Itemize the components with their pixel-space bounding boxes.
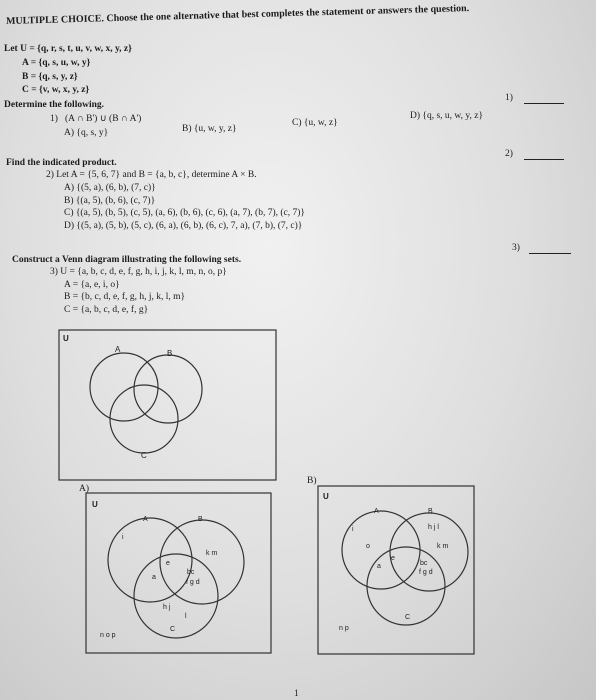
venn-blank-a-label: A — [115, 345, 121, 354]
q1-expression: (A ∩ B') ∪ (B ∩ A') — [65, 114, 142, 124]
venn-b-elem-hjl: h j l — [428, 524, 439, 531]
q2-choice-c[interactable]: C) {(a, 5), (b, 5), (c, 5), (a, 6), (b, 6), (c, 6), (a, 7), (b, 7), (c, 7)} — [64, 208, 305, 218]
venn-a-elem-l: l — [185, 613, 187, 620]
q2-stem: 2) Let A = {5, 6, 7} and B = {a, b, c}, determine A × B. — [46, 170, 257, 180]
q2-intro: Find the indicated product. — [6, 158, 117, 168]
set-b: B = {q, s, y, z} — [22, 72, 78, 82]
q1-choice-a[interactable]: A) {q, s, y} — [64, 128, 109, 138]
venn-b-circle-a — [342, 511, 420, 589]
venn-a-elem-km: k m — [206, 550, 218, 557]
venn-a-elem-bc: bc — [187, 569, 195, 576]
q1-answer-label: 1) — [505, 93, 513, 103]
venn-b-u-label: U — [323, 492, 329, 501]
q1-number: 1) — [50, 114, 58, 124]
venn-a-elem-e: e — [166, 560, 170, 567]
venn-a-elem-hj: h j — [163, 604, 171, 611]
venn-a-elem-fgd: f g d — [186, 579, 200, 586]
q3-set-c: C = {a, b, c, d, e, f, g} — [64, 305, 149, 315]
venn-b-elem-bc: bc — [420, 560, 428, 567]
q2-choice-d[interactable]: D) {(5, a), (5, b), (5, c), (6, a), (6, b), (6, c), 7, a), (7, b), (7, c)} — [64, 221, 303, 231]
venn-a-a-label: A — [143, 516, 148, 523]
q1-choice-b[interactable]: B) {u, w, y, z} — [182, 124, 237, 134]
option-b-label[interactable]: B) — [307, 476, 317, 486]
venn-blank-c-label: C — [141, 451, 147, 460]
venn-b-elem-o: o — [366, 543, 370, 550]
venn-b-a-label: A — [374, 508, 379, 515]
venn-blank-b-label: B — [167, 349, 173, 358]
set-c: C = {v, w, x, y, z} — [22, 85, 90, 95]
q1-choice-d[interactable]: D) {q, s, u, w, y, z} — [410, 111, 484, 121]
venn-b-elem-e: e — [391, 555, 395, 562]
venn-b-elem-i: i — [352, 526, 354, 533]
set-a: A = {q, s, u, w, y} — [22, 58, 91, 68]
q3-stem: 3) U = {a, b, c, d, e, f, g, h, i, j, k, l, m, n, o, p} — [50, 267, 227, 277]
option-a-label[interactable]: A) — [79, 484, 90, 494]
venn-a-c-label: C — [170, 626, 176, 633]
q2-choice-a[interactable]: A) {(5, a), (6, b), (7, c)} — [64, 183, 156, 193]
venn-b-elem-a: a — [377, 563, 381, 570]
q3-answer-label: 3) — [512, 243, 520, 253]
venn-b-c-label: C — [405, 614, 411, 621]
venn-a-elem-a: a — [152, 574, 156, 581]
q2-choice-b[interactable]: B) {(a, 5), (b, 6), (c, 7)} — [64, 196, 156, 206]
venn-b-elem-np: n p — [339, 625, 349, 632]
q2-answer-label: 2) — [505, 149, 513, 159]
venn-a-elem-nop: n o p — [100, 632, 116, 639]
venn-b-b-label: B — [428, 508, 433, 515]
q3-set-a: A = {a, e, i, o} — [64, 280, 120, 290]
q1-choice-c[interactable]: C) {u, w, z} — [292, 118, 338, 128]
venn-b-elem-km: k m — [437, 543, 449, 550]
section-header: MULTIPLE CHOICE. Choose the one alternative that best completes the statement or answers the question. — [5, 3, 470, 27]
q3-intro: Construct a Venn diagram illustrating the following sets. — [12, 255, 242, 265]
set-u: Let U = {q, r, s, t, u, v, w, x, y, z} — [4, 44, 132, 54]
venn-a-elem-i: i — [122, 534, 124, 541]
page-number: 1 — [294, 689, 299, 699]
venn-b-elem-fgd: f g d — [419, 569, 433, 576]
venn-a-u-label: U — [92, 500, 98, 509]
q1-intro: Determine the following. — [4, 100, 104, 110]
q3-set-b: B = {b, c, d, e, f, g, h, j, k, l, m} — [64, 292, 186, 302]
venn-a-b-label: B — [198, 516, 203, 523]
venn-blank-u-label: U — [63, 334, 69, 343]
